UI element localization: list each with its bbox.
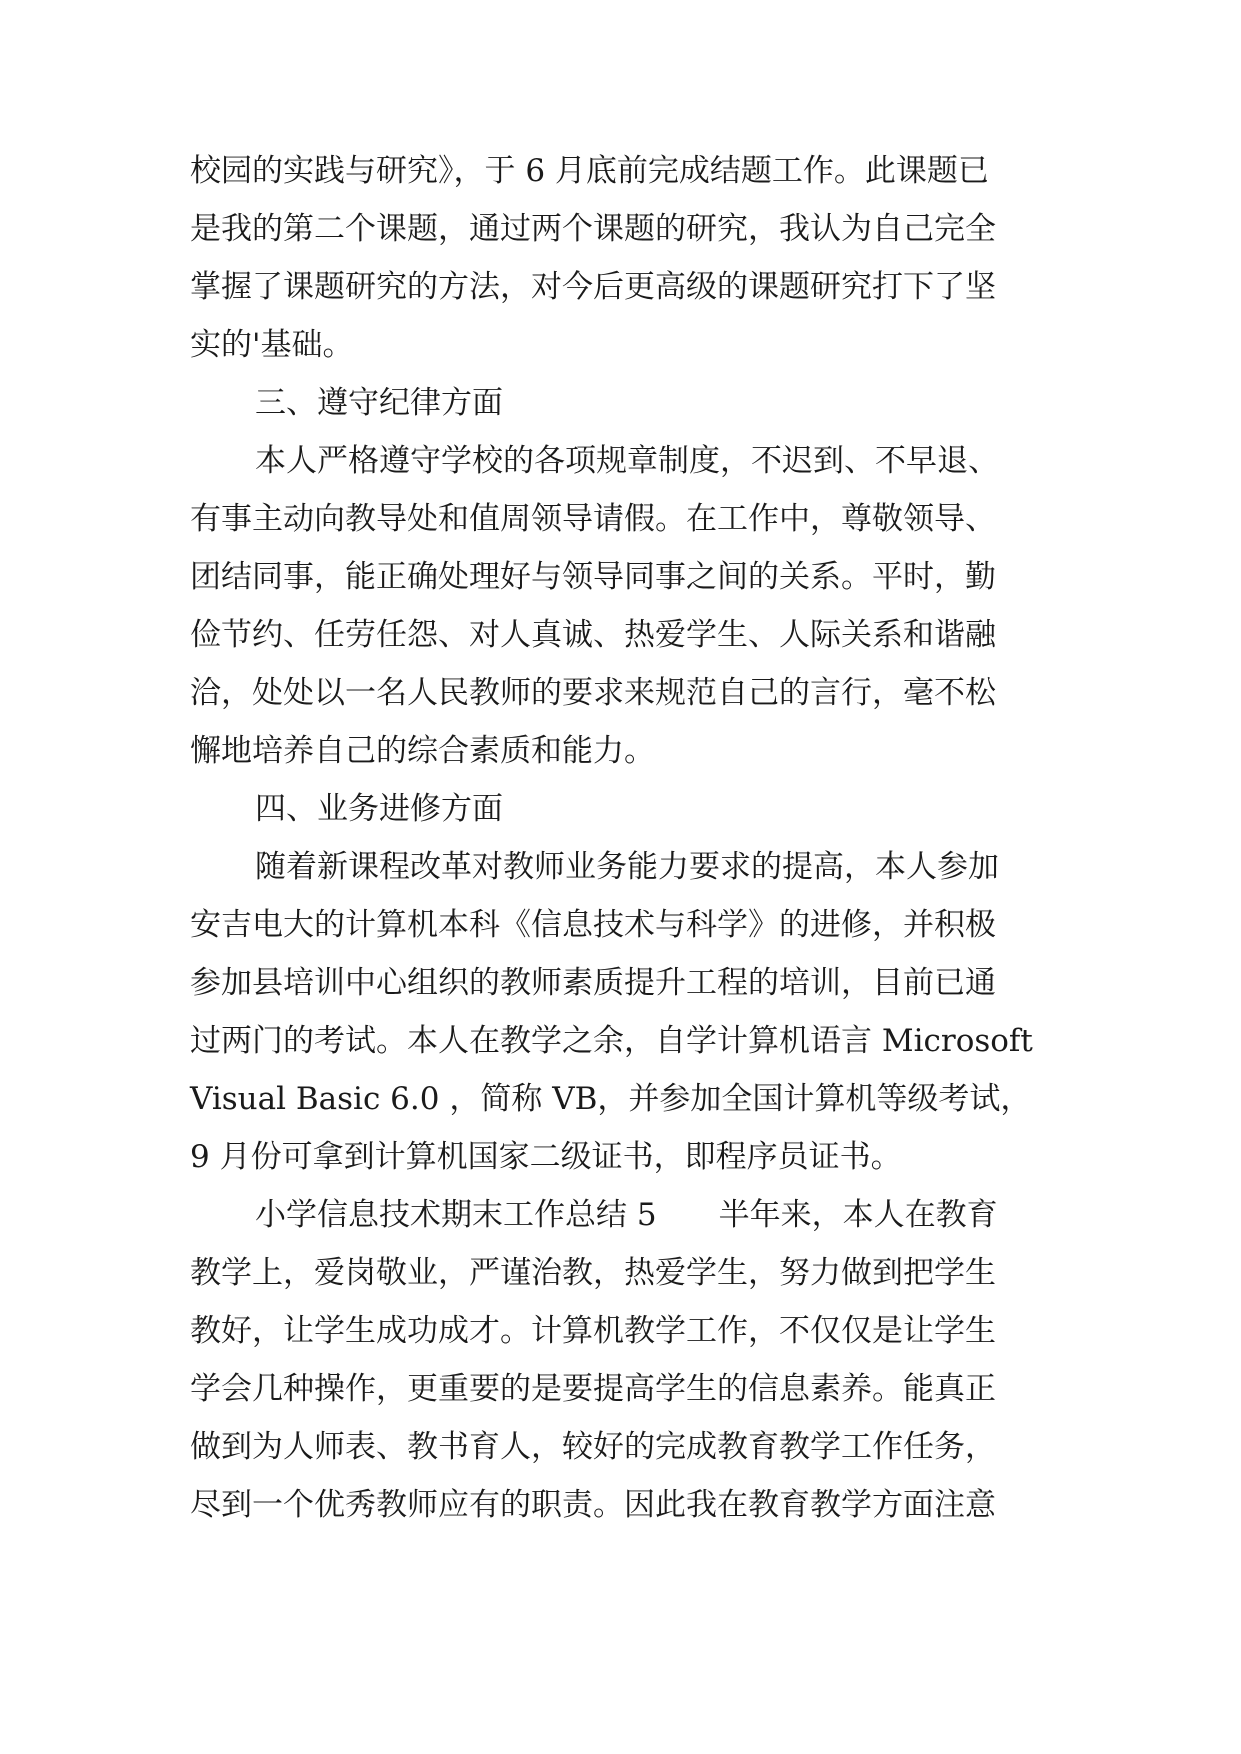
text-line: 9 月份可拿到计算机国家二级证书，即程序员证书。 [190, 1139, 902, 1175]
text-line: 懈地培养自己的综合素质和能力。 [190, 733, 655, 769]
text-line: 是我的第二个课题，通过两个课题的研究，我认为自己完全 [190, 211, 996, 247]
text-line: 学会几种操作，更重要的是要提高学生的信息素养。能真正 [190, 1371, 996, 1407]
text-line: 小学信息技术期末工作总结 5 半年来，本人在教育 [255, 1197, 998, 1233]
text-line: 校园的实践与研究》，于 6 月底前完成结题工作。此课题已 [190, 153, 989, 189]
text-line: 教学上，爱岗敬业，严谨治教，热爱学生，努力做到把学生 [190, 1255, 996, 1291]
text-line: 参加县培训中心组织的教师素质提升工程的培训，目前已通 [190, 965, 996, 1001]
text-line: 掌握了课题研究的方法，对今后更高级的课题研究打下了坚 [190, 269, 996, 305]
text-line: 俭节约、任劳任怨、对人真诚、热爱学生、人际关系和谐融 [190, 617, 996, 653]
text-line: 做到为人师表、教书育人，较好的完成教育教学工作任务， [190, 1429, 996, 1465]
text-line: 团结同事，能正确处理好与领导同事之间的关系。平时，勤 [190, 559, 996, 595]
text-line: 实的'基础。 [190, 327, 354, 363]
text-line: 有事主动向教导处和值周领导请假。在工作中，尊敬领导、 [190, 501, 996, 537]
text-line: 安吉电大的计算机本科《信息技术与科学》的进修，并积极 [190, 907, 996, 943]
text-line: 尽到一个优秀教师应有的职责。因此我在教育教学方面注意 [190, 1487, 996, 1523]
text-line: 过两门的考试。本人在教学之余，自学计算机语言 Microsoft [190, 1023, 1033, 1059]
text-line: Visual Basic 6.0 ，简称 VB，并参加全国计算机等级考试， [190, 1081, 1032, 1117]
text-line: 洽，处处以一名人民教师的要求来规范自己的言行，毫不松 [190, 675, 996, 711]
text-line: 随着新课程改革对教师业务能力要求的提高，本人参加 [255, 849, 999, 885]
section-heading: 三、遵守纪律方面 [255, 385, 503, 421]
text-line: 教好，让学生成功成才。计算机教学工作，不仅仅是让学生 [190, 1313, 996, 1349]
text-line: 本人严格遵守学校的各项规章制度，不迟到、不早退、 [255, 443, 999, 479]
section-heading: 四、业务进修方面 [255, 791, 503, 827]
